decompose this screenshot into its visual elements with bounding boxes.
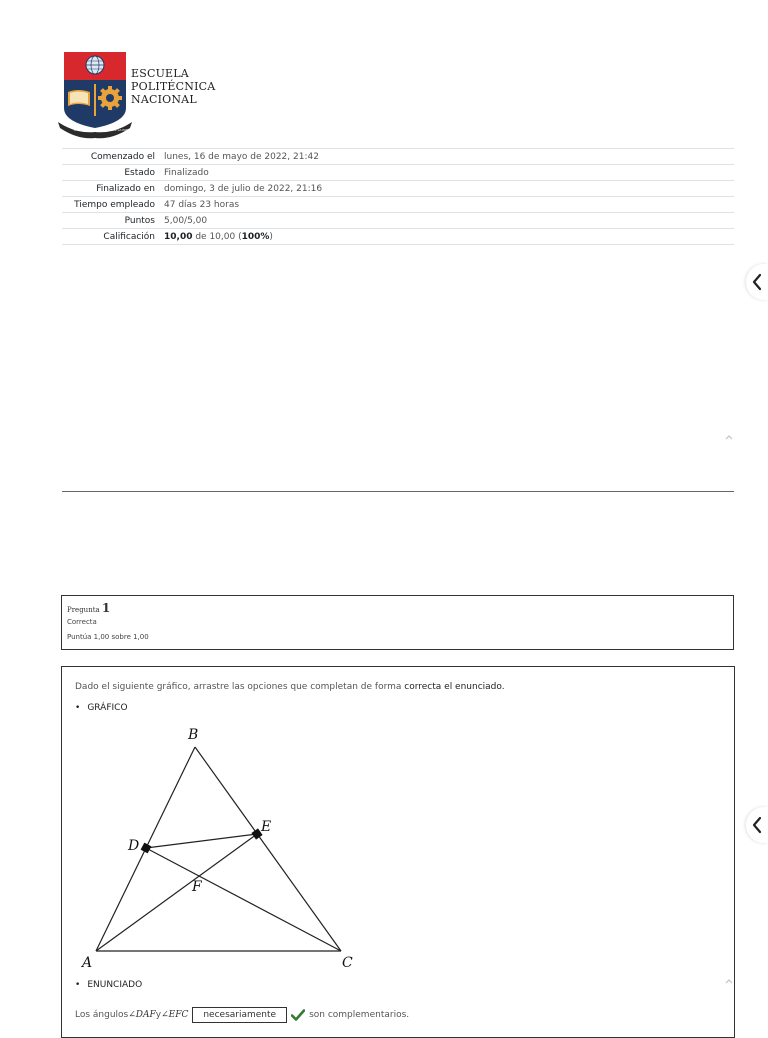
school-name-line-3: NACIONAL [131,93,197,106]
summary-value: 5,00/5,00 [164,215,208,226]
drop-zone-answer[interactable]: necesariamente [192,1007,287,1023]
summary-label: Finalizado en [96,183,155,194]
chevron-left-icon [751,816,763,834]
summary-row-time-taken [62,196,734,212]
drawer-toggle-button-2[interactable] [746,807,768,843]
label-F: F [192,879,202,895]
summary-value: domingo, 3 de julio de 2022, 21:16 [164,183,323,194]
page-divider [62,491,734,492]
summary-value [164,232,273,242]
attempt-summary-table [62,148,734,245]
school-motto: LA TÉCNICA AL SERVICIO DE LA PATRIA [74,128,133,132]
summary-row-grade [62,228,734,245]
right-angle-marker-D [141,843,152,854]
label-B: B [188,727,199,743]
question-statement [75,1007,409,1023]
section-statement-heading: • ENUNCIADO [75,980,142,990]
school-name-line-1: ESCUELA [131,67,189,80]
segment-AE [96,834,257,951]
question-number: 1 [101,601,111,615]
summary-row-finished [62,180,734,196]
label-E: E [261,819,272,835]
question-prompt [75,682,505,692]
statement-start: Los ángulos [75,1010,129,1020]
summary-value: Finalizado [164,167,209,178]
label-A: A [82,955,93,971]
question-state: Correcta [67,618,97,626]
summary-row-started [62,148,734,164]
chevron-up-icon[interactable] [724,977,734,985]
summary-row-marks [62,212,734,228]
chevron-left-icon [751,273,763,291]
angle-2: ∠EFC [161,1010,189,1020]
summary-value: 47 días 23 horas [164,199,240,210]
statement-end: son complementarios. [309,1010,410,1020]
question-grade: Puntúa 1,00 sobre 1,00 [67,633,149,641]
summary-label: Tiempo empleado [74,199,155,210]
drawer-toggle-button[interactable] [746,264,768,300]
question-label-text: Pregunta [67,606,100,614]
segment-DC [146,848,341,951]
question-label [67,601,110,615]
label-D: D [128,838,140,854]
summary-label: Puntos [124,215,155,226]
chevron-up-icon[interactable] [724,433,734,441]
triangle-figure [80,723,380,973]
angle-1: ∠DAF [128,1010,156,1020]
summary-row-state [62,164,734,180]
grade-value: 10,00 [164,231,193,242]
section-graph-heading: • GRÁFICO [75,703,128,713]
grade-out-of: de 10,00 ( [192,231,242,242]
summary-label: Estado [124,167,155,178]
prompt-emphasis: correcta el enunciado. [404,682,505,692]
grade-close: ) [269,231,273,242]
label-C: C [342,955,353,971]
summary-label: Comenzado el [90,151,155,162]
grade-percent: 100% [241,231,270,242]
question-content-box [61,666,735,1038]
prompt-text: Dado el siguiente gráfico, arrastre las opciones que completan de forma [75,682,405,692]
segment-BC [195,747,341,951]
check-icon [291,1009,305,1021]
school-name [131,67,215,106]
question-info-box [61,595,734,650]
summary-value: lunes, 16 de mayo de 2022, 21:42 [164,151,319,162]
summary-label: Calificación [103,231,155,242]
school-name-line-2: POLITÉCNICA [131,80,216,93]
statement-conj: y [155,1010,162,1020]
